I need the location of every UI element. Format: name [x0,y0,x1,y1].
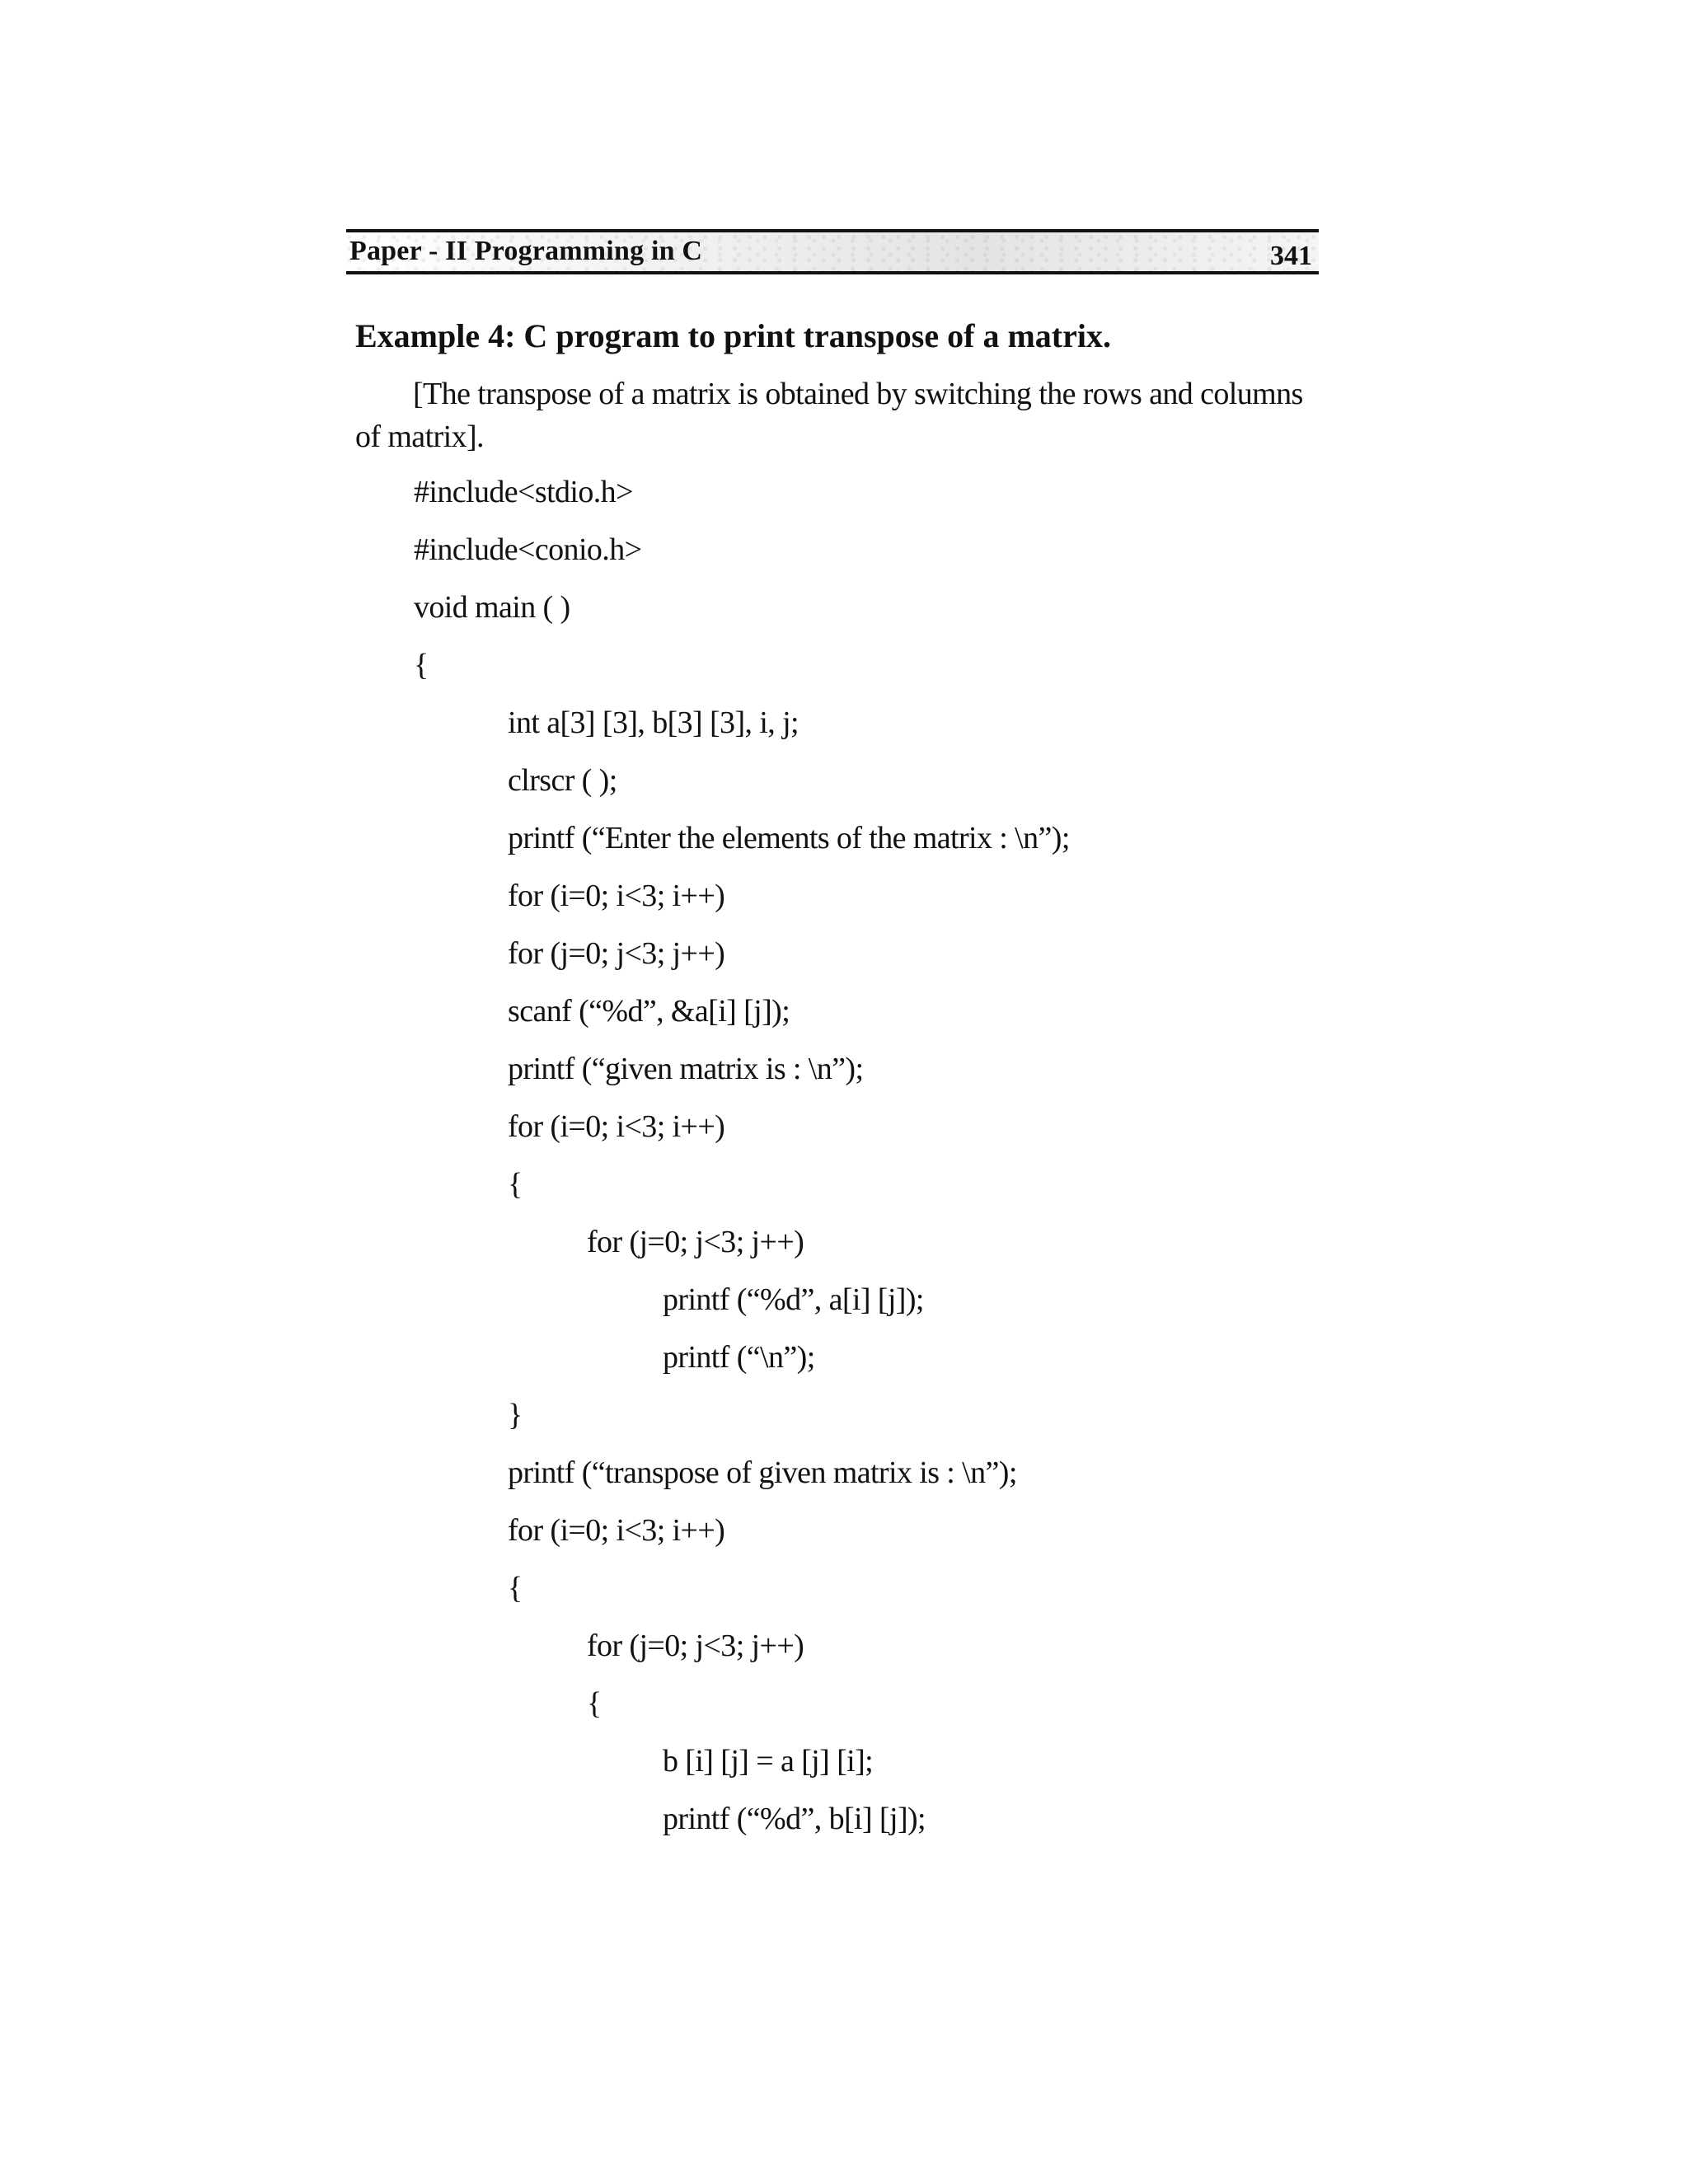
code-line: } [508,1398,523,1432]
code-line: { [587,1686,602,1721]
example-heading: Example 4: C program to print transpose of a matrix. [355,317,1111,354]
code-line: { [414,648,429,682]
code-line: printf (“\n”); [663,1340,815,1375]
code-line: { [508,1167,523,1202]
header-title: Paper - II Programming in C [349,236,703,266]
code-line: printf (“transpose of given matrix is : \n”); [508,1455,1017,1490]
code-line: printf (“%d”, b[i] [j]); [663,1802,926,1836]
code-line: clrscr ( ); [508,763,617,798]
running-header [346,229,1319,274]
code-line: { [508,1571,523,1605]
page-number: 341 [1270,241,1312,271]
code-line: void main ( ) [414,590,570,625]
code-line: scanf (“%d”, &a[i] [j]); [508,994,790,1029]
code-line: printf (“given matrix is : \n”); [508,1052,864,1086]
code-line: printf (“%d”, a[i] [j]); [663,1282,924,1317]
code-line: for (j=0; j<3; j++) [508,936,725,971]
code-line: printf (“Enter the elements of the matrix : \n”); [508,821,1070,855]
code-line: for (j=0; j<3; j++) [587,1225,804,1259]
code-line: #include<conio.h> [414,532,642,567]
code-line: for (i=0; i<3; i++) [508,879,725,913]
code-line: int a[3] [3], b[3] [3], i, j; [508,705,799,740]
code-line: for (j=0; j<3; j++) [587,1629,804,1663]
code-line: for (i=0; i<3; i++) [508,1109,725,1144]
code-line: b [i] [j] = a [j] [i]; [663,1744,874,1779]
example-intro: [The transpose of a matrix is obtained by switching the rows and columns of matrix]. [355,377,1303,454]
code-line: #include<stdio.h> [414,475,633,509]
code-line: for (i=0; i<3; i++) [508,1513,725,1548]
